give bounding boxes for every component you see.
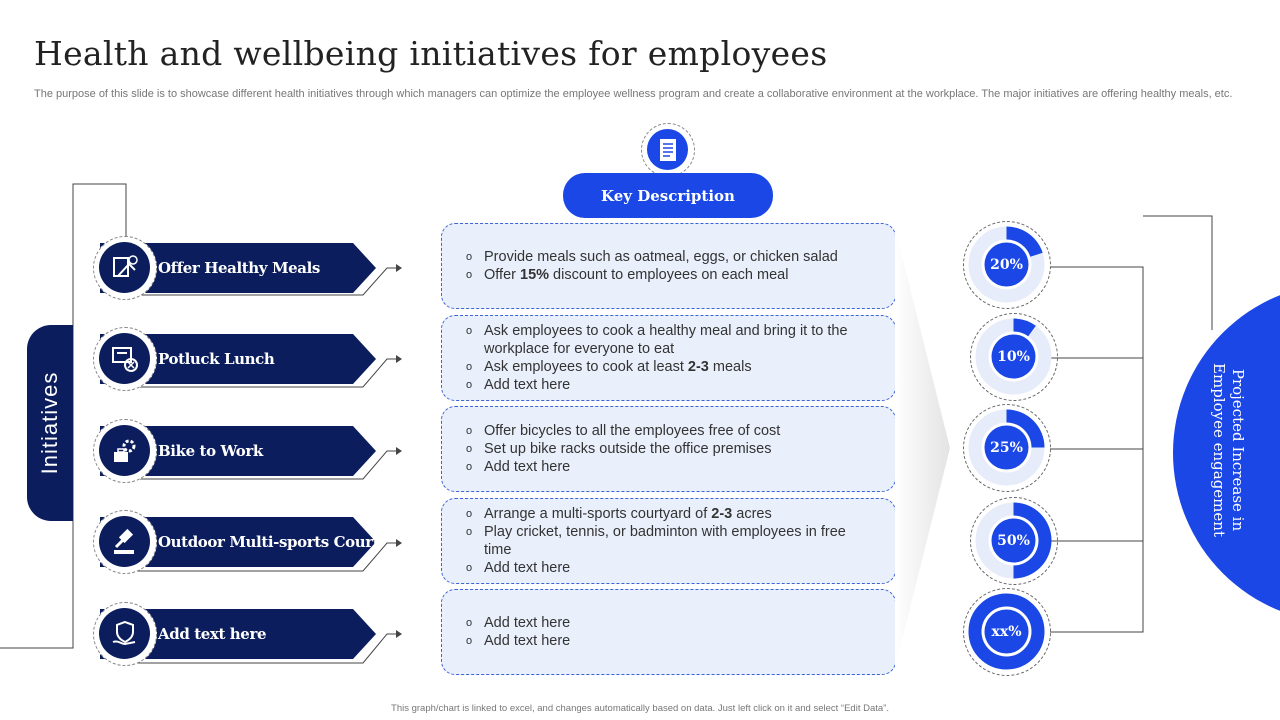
engagement-label [1209, 363, 1247, 537]
description-bullet: o Provide meals such as oatmeal, eggs, or chicken salad [466, 248, 838, 266]
description-bullet: o Play cricket, tennis, or badminton with employees in free time [466, 523, 865, 559]
percent-donut-3 [963, 404, 1051, 492]
description-bullet: o Add text here [466, 559, 865, 577]
key-description-pill: Key Description [563, 173, 773, 218]
description-box-3 [441, 406, 896, 492]
description-box-4 [441, 498, 896, 584]
meal-icon [99, 242, 150, 293]
description-box-1 [441, 223, 896, 309]
percent-label: 10% [997, 348, 1030, 365]
shield-hand-icon [99, 608, 150, 659]
footer-note: This graph/chart is linked to excel, and changes automatically based on data. Just left click on it and select “Edit Data”. [391, 703, 889, 714]
initiative-label: Offer Healthy Meals [158, 259, 320, 277]
funnel-arrow [895, 228, 950, 668]
percent-donut-4 [970, 497, 1058, 585]
initiatives-label: Initiatives [37, 371, 62, 475]
description-bullet: o Add text here [466, 614, 570, 632]
percent-label: 50% [997, 532, 1030, 549]
percent-label: 25% [990, 439, 1023, 456]
initiative-label: Outdoor Multi-sports Court [158, 533, 380, 551]
page-subtitle: The purpose of this slide is to showcase different health initiatives through which managers can optimize the employee wellness program and create a collaborative environment at the workplace. The major initiatives are offering healthy meals, etc. [34, 88, 1233, 100]
gavel-icon [99, 516, 150, 567]
description-box-5 [441, 589, 896, 675]
description-bullet: o Offer 15% discount to employees on each meal [466, 266, 838, 284]
initiative-label: Bike to Work [158, 442, 263, 460]
description-box-2 [441, 315, 896, 401]
description-bullet: o Add text here [466, 632, 570, 650]
bike-gear-icon [99, 425, 150, 476]
description-bullet: o Offer bicycles to all the employees free of cost [466, 422, 780, 440]
description-bullet: o Ask employees to cook a healthy meal and bring it to the workplace for everyone to eat [466, 322, 865, 358]
engagement-label-line1: Projected Increase in [1229, 368, 1247, 532]
description-bullet: o Set up bike racks outside the office premises [466, 440, 780, 458]
description-bullet: o Add text here [466, 458, 780, 476]
potluck-icon [99, 333, 150, 384]
page-title: Health and wellbeing initiatives for employees [34, 34, 828, 73]
engagement-label-line2: Employee engagement [1210, 363, 1228, 537]
percent-donut-5 [963, 588, 1051, 676]
percent-donut-1 [963, 221, 1051, 309]
percent-label: xx% [991, 623, 1022, 640]
percent-label: 20% [990, 256, 1023, 273]
document-icon [647, 129, 688, 170]
description-bullet: o Ask employees to cook at least 2-3 meals [466, 358, 865, 376]
description-bullet: o Arrange a multi-sports courtyard of 2-3 acres [466, 505, 865, 523]
document-icon-circle [641, 123, 695, 177]
description-bullet: o Add text here [466, 376, 865, 394]
initiative-label: Potluck Lunch [158, 350, 275, 368]
percent-donut-2 [970, 313, 1058, 401]
initiative-label: Add text here [158, 625, 267, 643]
